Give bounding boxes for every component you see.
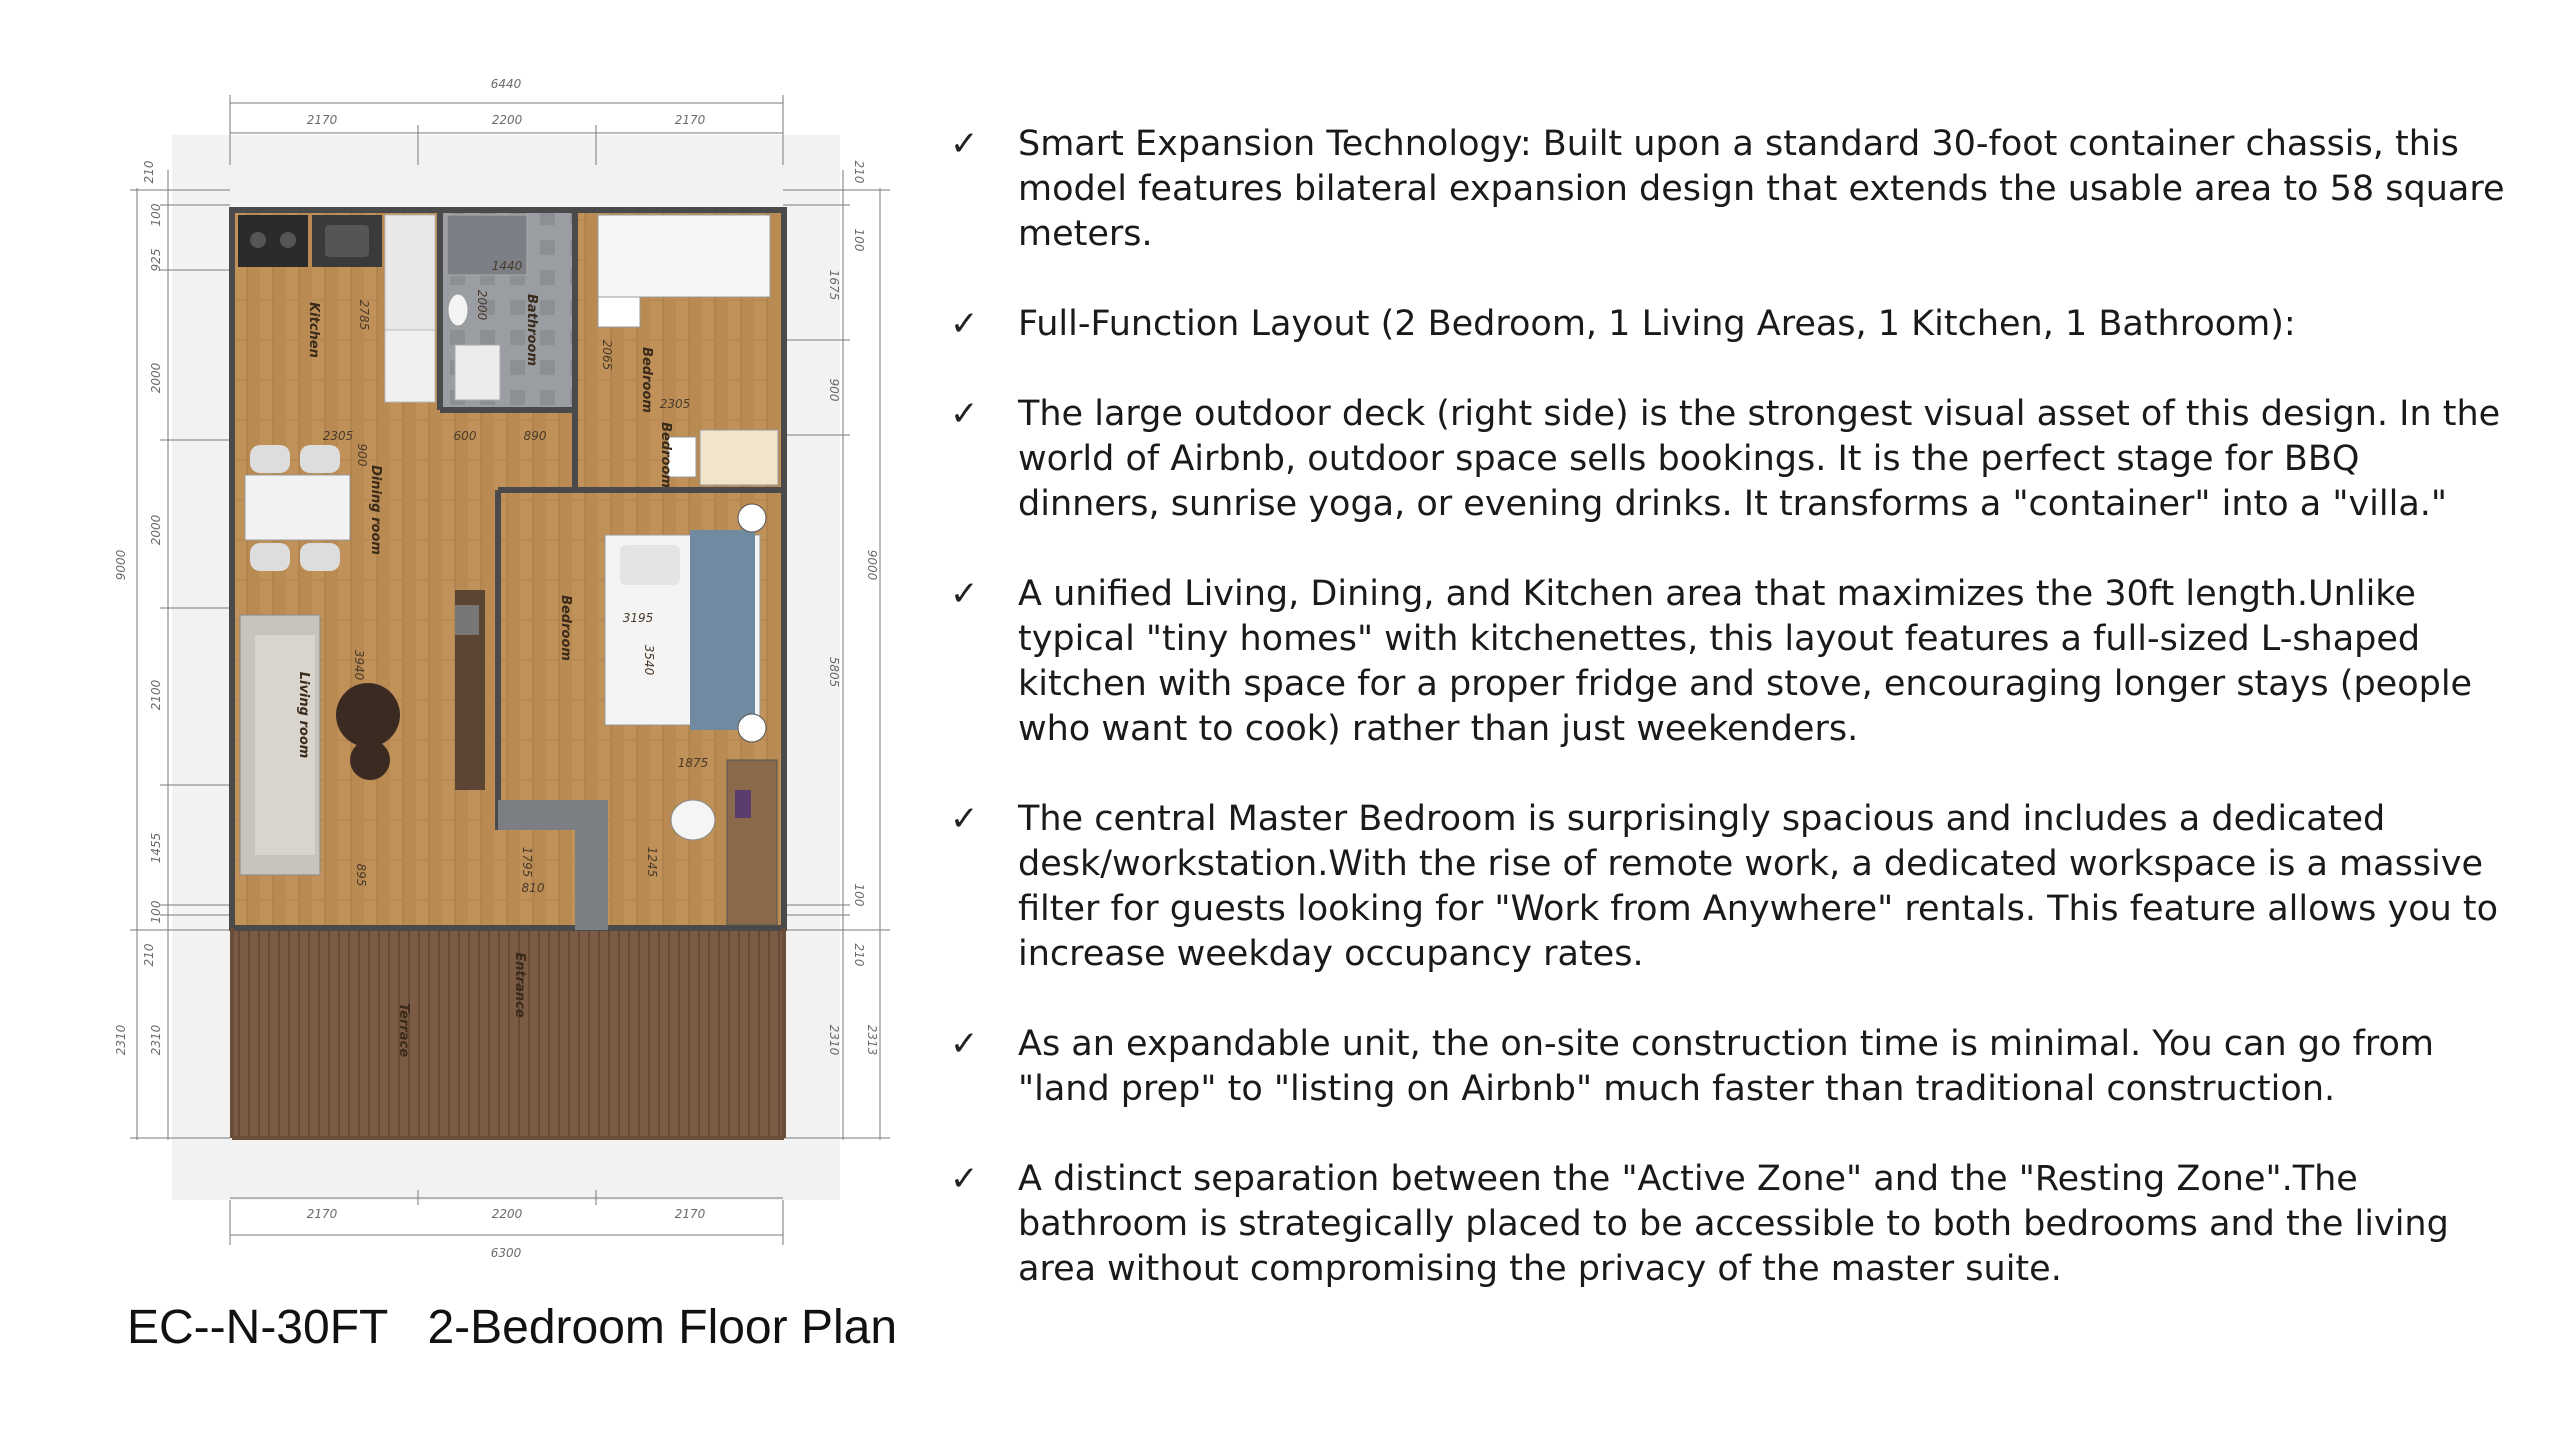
checkmark-icon: ✓ <box>950 304 979 344</box>
checkmark-icon: ✓ <box>950 1024 979 1064</box>
fridge-icon <box>385 215 435 330</box>
workstation-desk-icon <box>727 760 777 925</box>
vanity-icon <box>455 345 500 400</box>
dim-right-terrace: 2313 <box>865 1024 879 1056</box>
dim-master-b: 3540 <box>642 644 656 676</box>
dim-hall-b: 600 <box>453 429 477 443</box>
feature-text: As an expandable unit, the on-site construction time is minimal. You can go from "land prep" to "listing on Airbnb" much faster than traditional construction. <box>1018 1024 2434 1109</box>
dim-bath-depth: 2000 <box>475 289 489 321</box>
dim-top-seg-3: 2170 <box>674 113 706 127</box>
label-bathroom: Bathroom <box>524 294 539 366</box>
label-bedroom-master: Bedroom <box>558 595 573 661</box>
dim-right-seg-8: 2310 <box>827 1024 841 1056</box>
dim-bed-width: 2305 <box>659 397 691 411</box>
dim-desk-depth: 1245 <box>645 846 659 878</box>
dim-hall-c: 890 <box>523 429 547 443</box>
checkmark-icon: ✓ <box>950 124 979 164</box>
plan-title: EC--N-30FT 2-Bedroom Floor Plan <box>127 1301 898 1354</box>
dim-right-seg-4: 900 <box>827 378 841 402</box>
floor-plan <box>0 0 960 1440</box>
dim-left-seg-9: 210 <box>142 943 156 967</box>
feature-item <box>950 797 2510 977</box>
checkmark-icon: ✓ <box>950 799 979 839</box>
feature-text: The central Master Bedroom is surprisingly spacious and includes a dedicated desk/workstation.With the rise of remote work, a dedicated workspace is a massive filter for guests looking for "Work from Anywhere" rentals. This feature allows you to increase weekday occupancy rates. <box>1018 799 2499 974</box>
dim-bottom-seg-1: 2170 <box>306 1207 338 1221</box>
dining-table-icon <box>245 475 350 540</box>
feature-list <box>950 122 2510 1337</box>
label-kitchen: Kitchen <box>306 302 321 358</box>
label-entrance: Entrance <box>512 952 527 1018</box>
dim-left-seg-7: 1455 <box>149 832 163 864</box>
label-bedroom-small: Bedroom <box>658 422 673 488</box>
dim-right-seg-3: 1675 <box>827 269 841 301</box>
dim-dining-width: 900 <box>355 443 369 467</box>
small-desk-icon <box>700 430 778 485</box>
feature-item <box>950 392 2510 527</box>
dim-left-seg-8: 100 <box>149 900 163 924</box>
dim-right-seg-5: 5805 <box>827 656 841 688</box>
terrace-deck <box>232 928 784 1138</box>
checkmark-icon: ✓ <box>950 574 979 614</box>
single-bed-icon <box>598 215 770 297</box>
dim-bath-width: 1440 <box>491 259 523 273</box>
duvet-icon <box>690 530 755 730</box>
dim-bottom-seg-3: 2170 <box>674 1207 706 1221</box>
dim-left-total: 9000 <box>114 549 128 581</box>
dim-bottom-total: 6300 <box>490 1246 522 1260</box>
dim-hall-a: 2305 <box>322 429 354 443</box>
feature-text: The large outdoor deck (right side) is the strongest visual asset of this design. In the world of Airbnb, outdoor space sells bookings. It is the perfect stage for BBQ dinners, sunrise yoga, or evening drinks. It transforms a "container" into a "villa." <box>1018 394 2501 524</box>
dim-left-seg-3: 925 <box>149 248 163 272</box>
dim-left-seg-6: 2100 <box>149 679 163 711</box>
label-dining-room: Dining room <box>368 465 383 555</box>
dim-living-width: 895 <box>354 863 368 887</box>
dim-top-seg-1: 2170 <box>306 113 338 127</box>
counter-icon <box>385 330 435 402</box>
dim-right-seg-1: 210 <box>852 160 866 184</box>
dim-kitchen-depth: 2785 <box>357 299 371 331</box>
feature-item <box>950 1157 2510 1292</box>
dim-left-terrace: 2310 <box>114 1024 128 1056</box>
dim-right-seg-7: 210 <box>852 943 866 967</box>
label-terrace: Terrace <box>396 1002 411 1058</box>
feature-item <box>950 1022 2510 1112</box>
feature-item <box>950 302 2510 347</box>
dim-left-seg-10: 2310 <box>149 1024 163 1056</box>
dim-right-total: 9000 <box>865 549 879 581</box>
dim-desk-width: 1875 <box>677 756 709 770</box>
dim-bed-depth: 2065 <box>600 339 614 371</box>
dim-bottom-seg-2: 2200 <box>491 1207 523 1221</box>
feature-text: A distinct separation between the "Active Zone" and the "Resting Zone".The bathroom is strategically placed to be accessible to both bedrooms and the living area without compromising the privacy of the master suite. <box>1018 1159 2449 1289</box>
nightstand-lamp-icon <box>738 504 766 532</box>
dim-left-seg-5: 2000 <box>149 514 163 546</box>
label-bedroom-top: Bedroom <box>639 347 654 413</box>
checkmark-icon: ✓ <box>950 1159 979 1199</box>
checkmark-icon: ✓ <box>950 394 979 434</box>
dim-master-a: 3195 <box>622 611 654 625</box>
label-living-room: Living room <box>296 671 311 759</box>
cooktop-icon <box>238 215 308 267</box>
dim-corridor-a: 1795 <box>520 846 534 878</box>
nightstand-lamp-icon-2 <box>738 714 766 742</box>
dim-corridor-b: 810 <box>521 881 545 895</box>
feature-item <box>950 122 2510 257</box>
feature-text: Full-Function Layout (2 Bedroom, 1 Living Areas, 1 Kitchen, 1 Bathroom): <box>1018 304 2296 344</box>
dim-left-seg-2: 100 <box>149 203 163 227</box>
feature-text: Smart Expansion Technology: Built upon a standard 30-foot container chassis, this model features bilateral expansion design that extends the usable area to 58 square meters. <box>1018 124 2505 254</box>
coffee-table-icon <box>336 683 400 747</box>
dim-left-seg-1: 210 <box>142 160 156 184</box>
desk-chair-icon <box>671 800 715 840</box>
toilet-icon <box>448 294 468 326</box>
dim-top-total: 6440 <box>490 77 522 91</box>
corridor-wall-block <box>575 810 608 930</box>
dim-left-seg-4: 2000 <box>149 362 163 394</box>
feature-text: A unified Living, Dining, and Kitchen area that maximizes the 30ft length.Unlike typical "tiny homes" with kitchenettes, this layout features a full-sized L-shaped kitchen with space for a proper fridge and stove, encouraging longer stays (people who want to cook) rather than just weekenders. <box>1018 574 2473 749</box>
feature-item <box>950 572 2510 752</box>
dim-top-seg-2: 2200 <box>491 113 523 127</box>
dim-right-seg-6: 100 <box>852 883 866 907</box>
dim-living-depth: 3940 <box>352 649 366 681</box>
floor-plan-drawing <box>0 0 960 1300</box>
dim-right-seg-2: 100 <box>852 228 866 252</box>
